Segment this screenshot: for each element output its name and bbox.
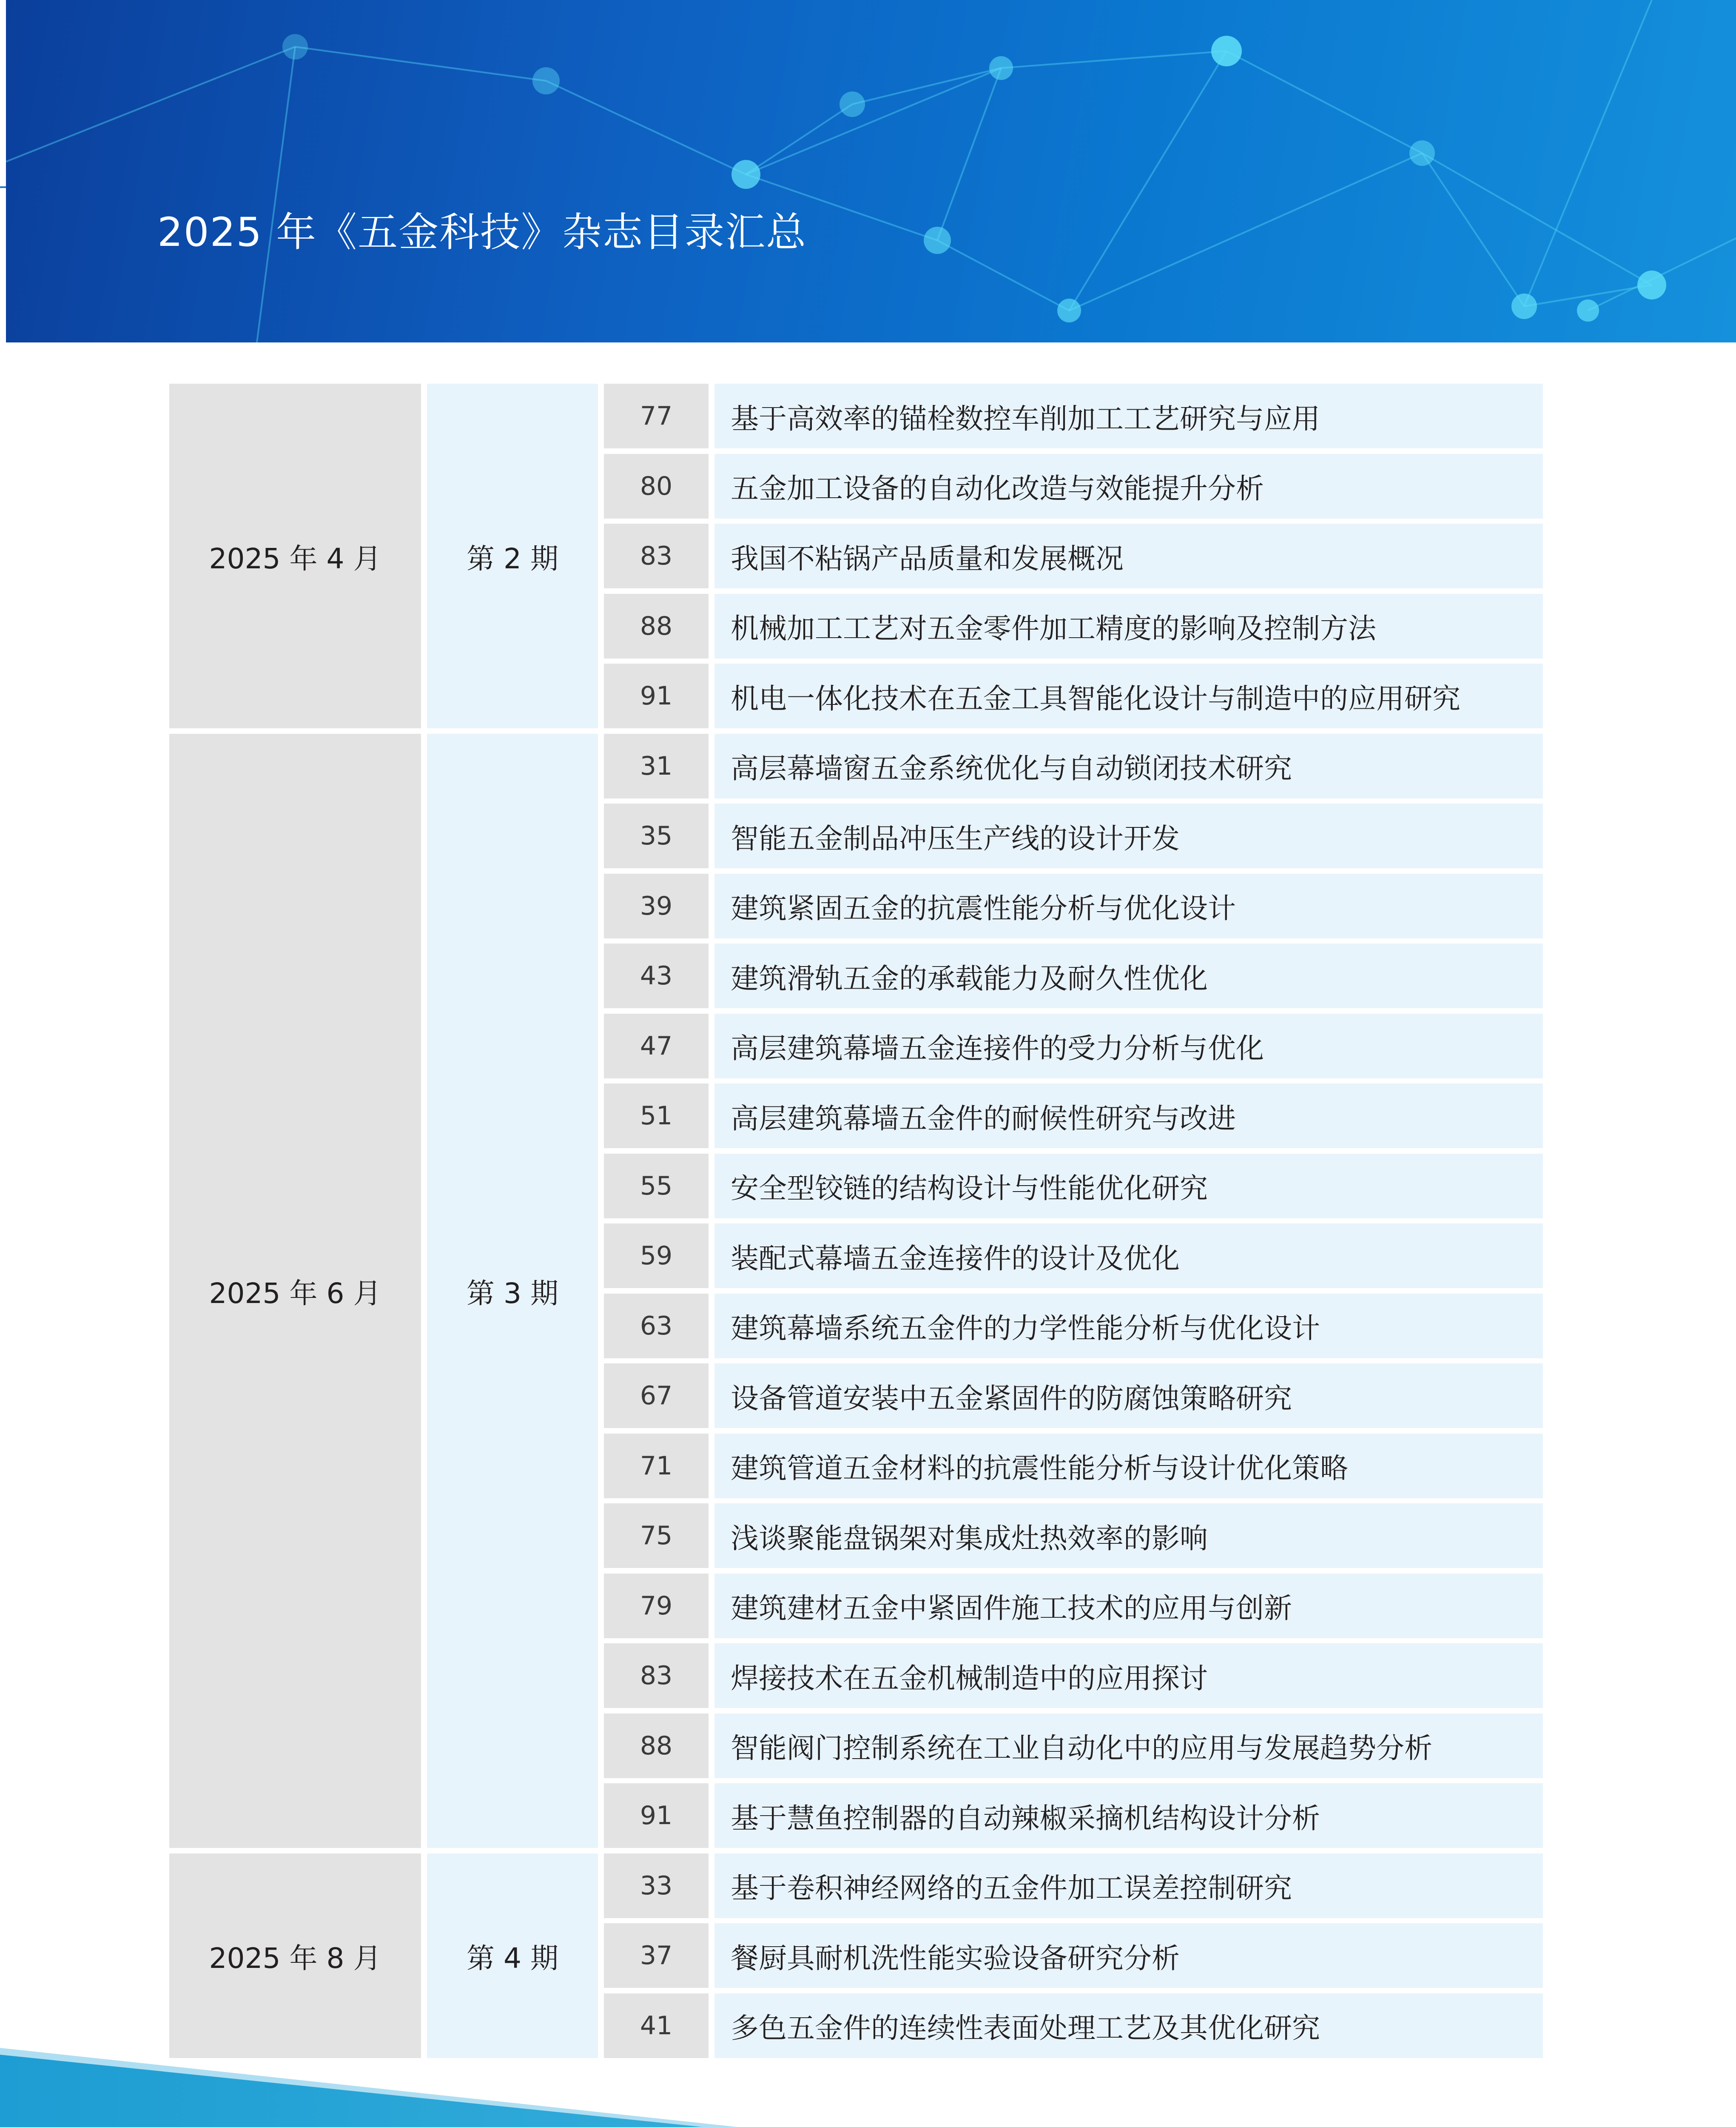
article-title: 基于高效率的锚栓数控车削加工工艺研究与应用 xyxy=(714,384,1543,448)
article-page-number: 33 xyxy=(604,1853,709,1918)
article-title: 焊接技术在五金机械制造中的应用探讨 xyxy=(714,1643,1543,1708)
article-title: 浅谈聚能盘锅架对集成灶热效率的影响 xyxy=(714,1503,1543,1568)
article-page-number: 77 xyxy=(604,384,709,448)
article-title: 智能五金制品冲压生产线的设计开发 xyxy=(714,804,1543,868)
article-page-number: 75 xyxy=(604,1503,709,1568)
article-page-number: 55 xyxy=(604,1154,709,1218)
article-title: 多色五金件的连续性表面处理工艺及其优化研究 xyxy=(714,1993,1543,2058)
article-page-number: 59 xyxy=(604,1223,709,1288)
article-title: 装配式幕墙五金连接件的设计及优化 xyxy=(714,1223,1543,1288)
article-page-number: 41 xyxy=(604,1993,709,2058)
article-title: 机电一体化技术在五金工具智能化设计与制造中的应用研究 xyxy=(714,664,1543,728)
article-page-number: 79 xyxy=(604,1574,709,1638)
issue-month-cell: 2025 年 4 月 xyxy=(169,384,421,728)
article-page-number: 47 xyxy=(604,1014,709,1078)
article-page-number: 35 xyxy=(604,804,709,868)
article-page-number: 63 xyxy=(604,1294,709,1358)
article-title: 建筑滑轨五金的承载能力及耐久性优化 xyxy=(714,944,1543,1008)
article-page-number: 88 xyxy=(604,594,709,659)
article-page-number: 91 xyxy=(604,664,709,728)
article-title: 基于卷积神经网络的五金件加工误差控制研究 xyxy=(714,1853,1543,1918)
article-title: 餐厨具耐机洗性能实验设备研究分析 xyxy=(714,1923,1543,1988)
article-title: 基于慧鱼控制器的自动辣椒采摘机结构设计分析 xyxy=(714,1783,1543,1848)
article-title: 高层建筑幕墙五金件的耐候性研究与改进 xyxy=(714,1083,1543,1148)
article-page-number: 37 xyxy=(604,1923,709,1988)
article-title: 建筑紧固五金的抗震性能分析与优化设计 xyxy=(714,874,1543,938)
article-page-number: 39 xyxy=(604,874,709,938)
article-title: 智能阀门控制系统在工业自动化中的应用与发展趋势分析 xyxy=(714,1714,1543,1778)
issue-month-cell: 2025 年 8 月 xyxy=(169,1853,421,2058)
article-page-number: 51 xyxy=(604,1083,709,1148)
article-title: 建筑管道五金材料的抗震性能分析与设计优化策略 xyxy=(714,1434,1543,1498)
article-page-number: 80 xyxy=(604,454,709,519)
article-page-number: 83 xyxy=(604,1643,709,1708)
page-title: 2025 年《五金科技》杂志目录汇总 xyxy=(157,209,807,256)
article-title: 我国不粘锅产品质量和发展概况 xyxy=(714,524,1543,588)
article-page-number: 31 xyxy=(604,734,709,798)
issue-number-cell: 第 3 期 xyxy=(427,734,598,1848)
article-title: 机械加工工艺对五金零件加工精度的影响及控制方法 xyxy=(714,594,1543,659)
article-title: 五金加工设备的自动化改造与效能提升分析 xyxy=(714,454,1543,519)
issue-number-cell: 第 2 期 xyxy=(427,384,598,728)
article-page-number: 88 xyxy=(604,1714,709,1778)
article-title: 高层建筑幕墙五金连接件的受力分析与优化 xyxy=(714,1014,1543,1078)
issue-number-cell: 第 4 期 xyxy=(427,1853,598,2058)
article-title: 安全型铰链的结构设计与性能优化研究 xyxy=(714,1154,1543,1218)
article-title: 建筑幕墙系统五金件的力学性能分析与优化设计 xyxy=(714,1294,1543,1358)
article-page-number: 91 xyxy=(604,1783,709,1848)
article-title: 建筑建材五金中紧固件施工技术的应用与创新 xyxy=(714,1574,1543,1638)
article-page-number: 83 xyxy=(604,524,709,588)
article-title: 高层幕墙窗五金系统优化与自动锁闭技术研究 xyxy=(714,734,1543,798)
article-page-number: 67 xyxy=(604,1363,709,1428)
article-title: 设备管道安装中五金紧固件的防腐蚀策略研究 xyxy=(714,1363,1543,1428)
article-page-number: 43 xyxy=(604,944,709,1008)
issue-month-cell: 2025 年 6 月 xyxy=(169,734,421,1848)
article-page-number: 71 xyxy=(604,1434,709,1498)
